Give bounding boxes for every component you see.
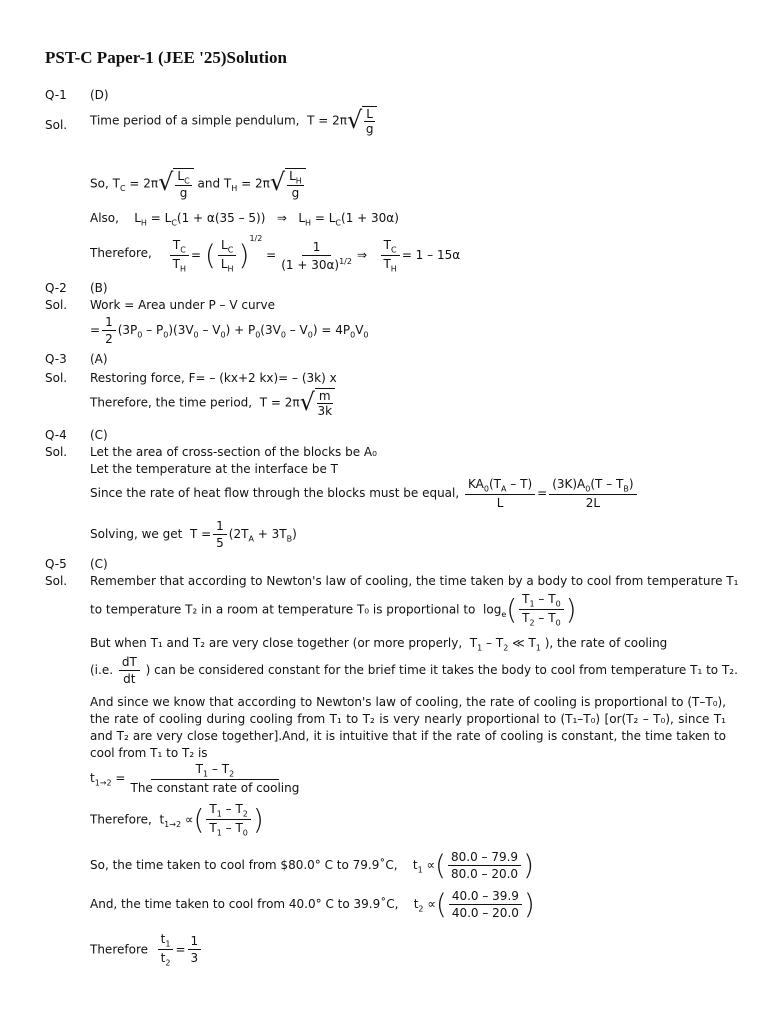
equation-line xyxy=(90,519,297,550)
text: Let the temperature at the interface be T xyxy=(90,462,338,476)
answer: (C) xyxy=(90,557,108,571)
text: Also, xyxy=(90,211,119,225)
question-label: Q-3 xyxy=(45,352,67,366)
equation-line xyxy=(90,592,577,628)
proportionality-formula: $t_{1\to 2}$ ∝( $\frac{T_1 - T_2}{T_1 - T_0}$ ) xyxy=(155,802,264,838)
equation-line xyxy=(90,802,264,838)
text: So, xyxy=(90,176,109,191)
ratio-formula: $\frac{T_C}{T_H}$ = ( $\frac{L_C}{L_H}$ )$^{1/2}$ = $\frac{1}{(1 + 30\alpha)^{1/2}}$ ⇒ $\frac{T_C}{T_H}$ = 1 – 15α xyxy=(168,234,460,273)
question-label: Q-2 xyxy=(45,281,67,295)
t1-formula: $t_1$ ∝( $\frac{80.0 - 79.9}{80.0 - 20.0}$ ) xyxy=(401,848,534,882)
pendulum-formula: T = 2π √ L g xyxy=(303,106,377,136)
text: Let the area of cross-section of the blocks be A₀ xyxy=(90,445,377,459)
question-label: Q-4 xyxy=(45,428,67,442)
text: Therefore, xyxy=(90,246,152,261)
solution-label: Sol. xyxy=(45,298,68,312)
expansion-formula: $L_H = L_C(1 + \alpha(35 - 5))$ ⇒ $L_H = L_C(1 + 30\alpha)$ xyxy=(122,211,399,228)
th-formula: $T_H = 2\pi$ √ $L_H$ g xyxy=(224,168,306,200)
ratio-result: $\frac{t_1}{t_2}$ = $\frac{1}{3}$ xyxy=(152,932,203,968)
equation-line xyxy=(90,168,306,200)
rate-denominator: The constant rate of cooling xyxy=(130,781,300,796)
equation-line xyxy=(90,850,534,881)
answer: (D) xyxy=(90,88,109,102)
interface-temp-formula: T = $\frac{1}{5}$ $(2T_A + 3T_B)$ xyxy=(186,519,297,550)
text: Time period of a simple pendulum, xyxy=(90,113,300,128)
equation-line xyxy=(90,932,203,968)
text: to temperature T₂ in a room at temperature T₀ is proportional to xyxy=(90,602,476,617)
equation-line xyxy=(90,388,335,418)
equation-line xyxy=(90,106,377,136)
period-formula: T = 2π √ m 3k xyxy=(256,388,335,418)
text: (i.e. xyxy=(90,663,114,677)
text: ) can be considered constant for the brief time it takes the body to cool from temperature T₁ to T₂. xyxy=(145,663,738,677)
equation-line xyxy=(90,211,399,227)
text: Restoring force, F= – (kx+2 kx)= – (3k) x xyxy=(90,371,337,385)
tc-formula: $T_C = 2\pi$ √ $L_C$ g xyxy=(113,168,194,200)
equation-line xyxy=(90,234,460,273)
equation-line xyxy=(90,636,667,652)
t2-formula: $t_2$ ∝( $\frac{40.0 - 39.9}{40.0 - 20.0}$ ) xyxy=(402,887,535,921)
text: Solving, we get xyxy=(90,527,183,541)
text: Therefore, the time period, xyxy=(90,395,253,410)
work-formula: = $\frac{1}{2}$ $(3P_0 - P_0)(3V_0 - V_0) + P_0(3V_0 - V_0) = 4P_0V_0$ xyxy=(90,315,369,346)
text: So, the time taken to cool from $80.0° C to 79.9˚C, xyxy=(90,858,398,872)
text: Therefore, xyxy=(90,812,152,827)
solution-label: Sol. xyxy=(45,445,68,459)
text: Since the rate of heat flow through the blocks must be equal, xyxy=(90,486,460,501)
heat-flow-formula: $\frac{KA_0(T_A - T)}{L}$ = $\frac{(3K)A_0(T - T_B)}{2L}$ xyxy=(463,477,639,510)
equation-line xyxy=(90,477,639,510)
text: and xyxy=(197,176,221,191)
text: And, the time taken to cool from 40.0° C to 39.9˚C, xyxy=(90,897,399,911)
text: ), the rate of cooling xyxy=(544,636,668,650)
paragraph: And since we know that according to Newton's law of cooling, the rate of cooling is proportional to (T–T₀), the rate of cooling during cooling from T₁ to T₂ is very nearly proportional to (T₁–T₀) [or(T₂ – T₀), since T₁ and T₂ are very close together].And, it is intuitive that if the rate of cooling is constant, the time taken to cool from T₁ to T₂ is xyxy=(90,695,726,760)
equation-line xyxy=(90,889,535,920)
text: Work = Area under P – V curve xyxy=(90,298,275,312)
question-label: Q-5 xyxy=(45,557,67,571)
inequality: $T_1 - T_2$ ≪ $T_1$ xyxy=(465,636,541,653)
text: Therefore xyxy=(90,942,148,957)
answer: (B) xyxy=(90,281,108,295)
question-label: Q-1 xyxy=(45,88,67,102)
solution-label: Sol. xyxy=(45,371,68,385)
solution-label: Sol. xyxy=(45,574,68,588)
answer: (A) xyxy=(90,352,108,366)
equation-line xyxy=(90,655,738,686)
solution-label: Sol. xyxy=(45,118,68,132)
text: Remember that according to Newton's law of cooling, the time taken by a body to cool from temperature T₁ xyxy=(90,574,739,588)
page-title: PST-C Paper-1 (JEE '25)Solution xyxy=(45,48,287,67)
answer: (C) xyxy=(90,428,108,442)
text: But when T₁ and T₂ are very close together (or more properly, xyxy=(90,636,463,650)
derivative: $\frac{dT}{dt}$ xyxy=(117,655,142,686)
log-formula: $\log_e$( $\frac{T_1 - T_0}{T_2 - T_0}$ ) xyxy=(479,592,577,628)
rate-formula: $t_{1\to 2}$ = $\frac{T_1 - T_2}{\text{The constant rate of cooling}}$ xyxy=(90,762,304,795)
